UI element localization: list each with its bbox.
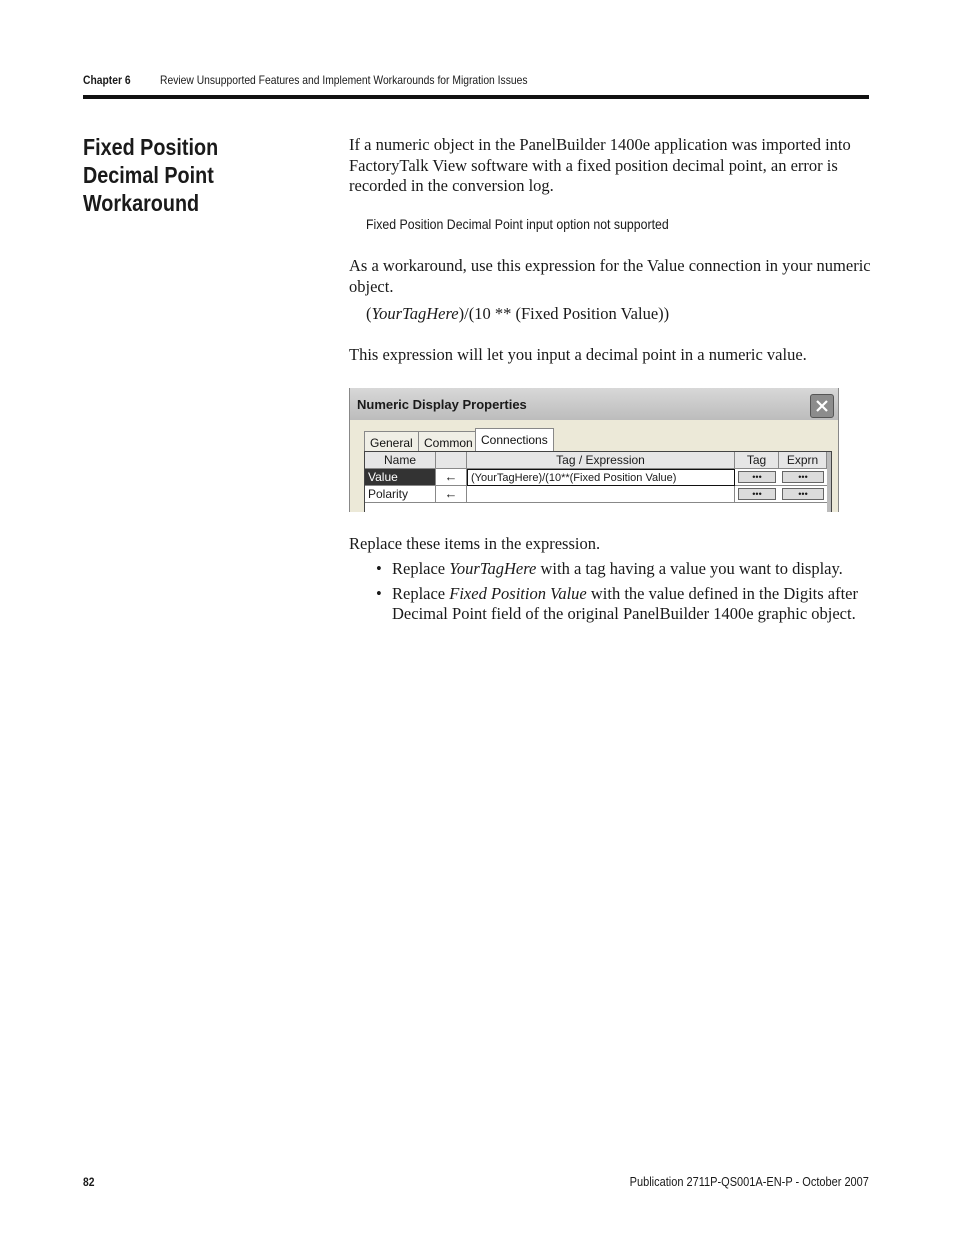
column-header-tag-expression: Tag / Expression [467,452,735,469]
chapter-title: Review Unsupported Features and Implement Workarounds for Migration Issues [160,73,528,87]
column-header-name: Name [365,452,436,469]
tab-general[interactable]: General [364,431,419,452]
grid-scrollbar[interactable] [827,452,831,512]
column-header-exprn: Exprn [779,452,827,469]
value-exprn-browse-button[interactable]: ••• [782,471,824,483]
explanation-paragraph: This expression will let you input a decimal point in a numeric value. [349,345,807,364]
polarity-tag-cell [735,486,779,503]
expression-line [366,304,669,325]
page-number: 82 [83,1175,95,1189]
row-name-polarity[interactable]: Polarity [365,486,436,503]
bullet-icon: • [376,583,382,603]
dialog-title: Numeric Display Properties [357,397,527,412]
value-expression-field[interactable]: (YourTagHere)/(10**(Fixed Position Value) [467,469,735,486]
replace-intro-paragraph: Replace these items in the expression. [349,534,601,553]
header-rule [83,95,869,99]
bullet-icon: • [376,559,382,578]
list-item: • Replace YourTagHere with a tag having a value you want to display. [376,559,843,578]
value-tag-browse-button[interactable]: ••• [738,471,776,483]
arrow-left-icon[interactable]: ← [436,486,467,503]
numeric-display-properties-dialog [349,388,839,512]
tab-common[interactable]: Common [418,431,479,452]
value-exprn-cell [779,469,827,486]
expression-rest: )/(10 ** (Fixed Position Value)) [458,304,670,323]
list-item: • Replace Fixed Position Value with the value defined in the Digits after Decimal Point field of the original PanelBuilder 1400e graphic object. [376,583,859,623]
publication-info: Publication 2711P-QS001A-EN-P - October 2007 [629,1175,869,1189]
tab-connections[interactable]: Connections [475,428,554,452]
section-heading: Fixed Position Decimal Point Workaround [83,134,219,216]
log-message: Fixed Position Decimal Point input option not supported [366,216,669,232]
row-name-value[interactable]: Value [365,469,436,486]
replacement-list [376,559,870,629]
polarity-exprn-browse-button[interactable]: ••• [782,488,824,500]
intro-paragraph: If a numeric object in the PanelBuilder 1400e application was imported into FactoryTalk View software with a fixed position decimal point, an error is recorded in the conversion log. [349,135,851,195]
polarity-expression-field[interactable] [467,486,735,503]
column-header-tag: Tag [735,452,779,469]
expression-tag: YourTagHere [371,304,459,323]
polarity-exprn-cell [779,486,827,503]
chapter-label: Chapter 6 [83,73,131,87]
arrow-left-icon[interactable]: ← [436,469,467,486]
expression-open: ( [366,304,372,323]
value-tag-cell [735,469,779,486]
workaround-paragraph: As a workaround, use this expression for the Value connection in your numeric object. [349,256,871,296]
close-icon[interactable] [810,394,834,418]
polarity-tag-browse-button[interactable]: ••• [738,488,776,500]
column-header-arrow [436,452,467,469]
connections-grid [364,451,832,512]
dialog-titlebar [350,388,838,420]
